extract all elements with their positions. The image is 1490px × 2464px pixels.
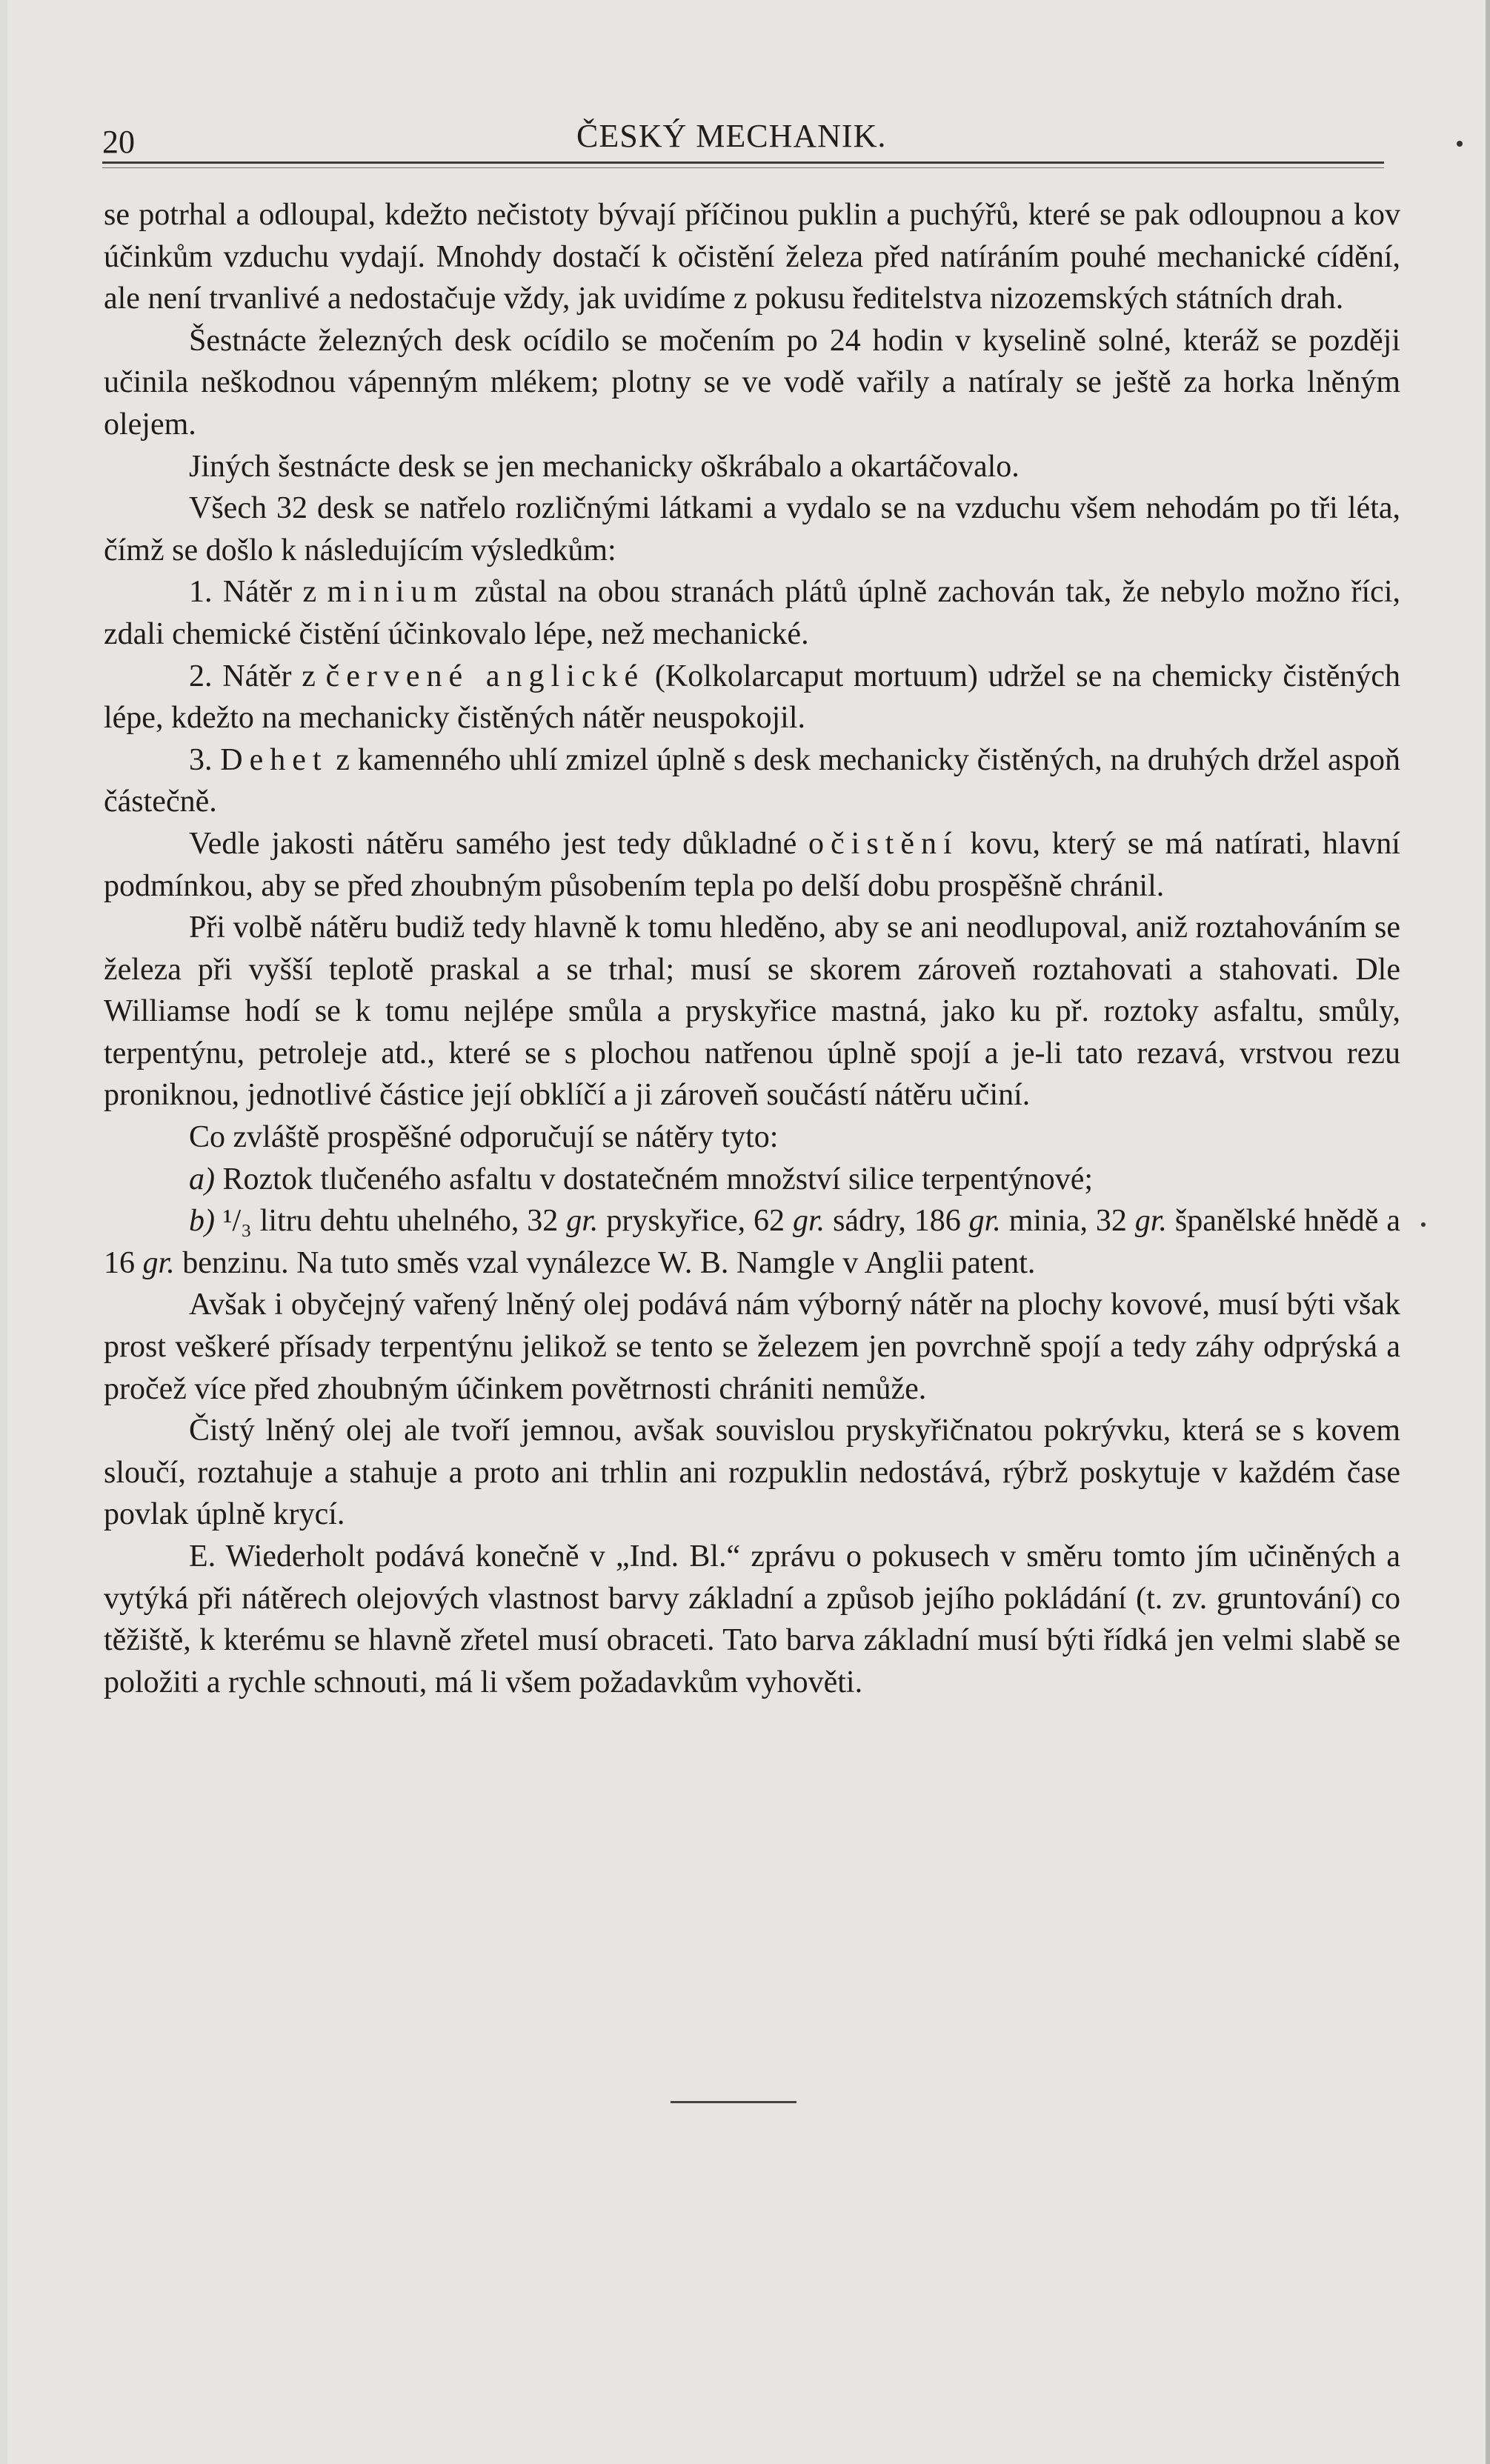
text-run: 3.: [189, 742, 221, 777]
paragraph: [104, 571, 1400, 655]
paragraph: [104, 1200, 1400, 1284]
unit: gr.: [968, 1204, 1001, 1239]
paragraph: Při volbě nátěru budiž tedy hlavně k tomu hleděno, aby se ani neodlupoval, aniž roztahováním se železa při vyšší teplotě praskal a se trhal; musí se skorem zároveň roztahovati a stahovati. Dle Williamse hodí se k tomu nejlépe smůla a pryskyřice mastná, jako ku př. roztoky asfaltu, smůly, terpentýnu, petroleje atd., které se s plochou natřenou úplně spojí a je-li tato rezavá, vrstvou rezu proniknou, jednotlivé částice její obklíčí a ji zároveň součástí nátěru učiní.: [104, 910, 1400, 1113]
paragraph: E. Wiederholt podává konečně v „Ind. Bl.“ zprávu o pokusech v směru tomto jím učiněných a vytýká při nátěrech olejových vlastnost barvy základní a způsob jejího pokládání (t. zv. gruntování) co těžiště, k kterému se hlavně zřetel musí obraceti. Tato barva základní musí býti řídká jen velmi slabě se položiti a rychle schnouti, má li všem požadavkům vyhověti.: [104, 1539, 1400, 1699]
print-speck: [1421, 1222, 1426, 1227]
unit: gr.: [792, 1204, 825, 1239]
emphasis: Dehet: [220, 742, 328, 777]
running-head: ČESKÝ MECHANIK.: [576, 118, 887, 154]
text-run: zůstal na obou stranách plátů úplně zachován tak, že nebylo možno říci, zdali chemické čistění účinkovalo lépe, než mechanické.: [104, 575, 1400, 651]
paragraph: Jiných šestnácte desk se jen mechanicky oškrábalo a okartáčovalo.: [189, 449, 1020, 484]
paragraph: Co zvláště prospěšné odporučují se nátěry tyto:: [189, 1120, 779, 1155]
text-run: pryskyřice, 62: [598, 1204, 793, 1239]
text-run: benzinu. Na tuto směs vzal vynálezce W. B. Namgle v Anglii patent.: [174, 1245, 1036, 1280]
page-edge: [1486, 0, 1490, 2464]
body-text: [104, 194, 1400, 1703]
text-run: 1. Nátěr z: [189, 575, 327, 610]
paragraph: [104, 1159, 1400, 1201]
emphasis: minium: [327, 575, 465, 610]
emphasis: červené anglické: [325, 659, 645, 693]
text-run: z kamenného uhlí zmizel úplně s desk mechanicky čistěných, na druhých držel aspoň částečně.: [104, 742, 1400, 819]
paragraph: [104, 823, 1400, 907]
unit: gr.: [1134, 1204, 1167, 1239]
unit: gr.: [566, 1204, 599, 1239]
text-run: Roztok tlučeného asfaltu v dostatečném množství silice terpentýnové;: [215, 1162, 1094, 1196]
paragraph: [104, 739, 1400, 823]
print-speck: [1457, 141, 1463, 147]
paragraph: [104, 656, 1400, 739]
paragraph: Čistý lněný olej ale tvoří jemnou, avšak souvislou pryskyřičnatou pokrývku, která se s kovem sloučí, roztahuje a stahuje a proto ani trhlin ani rozpuklin nedostává, rýbrž poskytuje v každém čase povlak úplně krycí.: [104, 1414, 1400, 1532]
text-run: 2. Nátěr z: [189, 659, 326, 693]
text-run: kovu, který se má natírati, hlavní podmínkou, aby se před zhoubným působením tepla po delší dobu prospěšně chránil.: [104, 826, 1400, 903]
text-run: sádry, 186: [825, 1204, 969, 1239]
unit: gr.: [142, 1245, 175, 1280]
paragraph: se potrhal a odloupal, kdežto nečistoty bývají příčinou puklin a puchýřů, které se pak odloupnou a kov účinkům vzduchu vydají. Mnohdy dostačí k očistění železa před natíráním pouhé mechanické cídění, ale není trvanlivé a nedostačuje vždy, jak uvidíme z pokusu ředitelstva nizozemských státních drah.: [104, 198, 1400, 316]
paragraph: Šestnácte železných desk ocídilo se močením po 24 hodin v kyselině solné, kteráž se později učinila neškodnou vápenným mlékem; plotny se ve vodě vařily a natíraly se ještě za horka lněným olejem.: [104, 323, 1400, 442]
text-run: Vedle jakosti nátěru samého jest tedy důkladné: [189, 826, 809, 861]
text-run: ¹/₃ litru dehtu uhelného, 32: [215, 1204, 567, 1239]
paragraph: Avšak i obyčejný vařený lněný olej podává nám výborný nátěr na plochy kovové, musí býti však prost veškeré přísady terpentýnu jelikož se tento se železem jen povrchně spojí a tedy záhy odprýská a pročež více před zhoubným účinkem povětrnosti chrániti nemůže.: [104, 1288, 1400, 1406]
page-number: 20: [102, 124, 135, 160]
list-marker: a): [189, 1162, 215, 1196]
text-run: (Kolkolarcaput mortuum) udržel se na chemicky čistěných lépe, kdežto na mechanicky čistěných nátěr neuspokojil.: [104, 659, 1400, 736]
text-run: minia, 32: [1000, 1204, 1135, 1239]
header-rule-thin: [102, 167, 1384, 168]
page-header: [102, 117, 1391, 164]
list-marker: b): [189, 1204, 215, 1239]
header-rule: [102, 162, 1384, 164]
closing-rule: [671, 2101, 796, 2103]
text-run: španělské hnědě a 16: [104, 1204, 1400, 1280]
emphasis: očistění: [808, 826, 959, 861]
paragraph: Všech 32 desk se natřelo rozličnými látkami a vydalo se na vzduchu všem nehodám po tři léta, čímž se došlo k následujícím výsledkům:: [104, 491, 1400, 567]
